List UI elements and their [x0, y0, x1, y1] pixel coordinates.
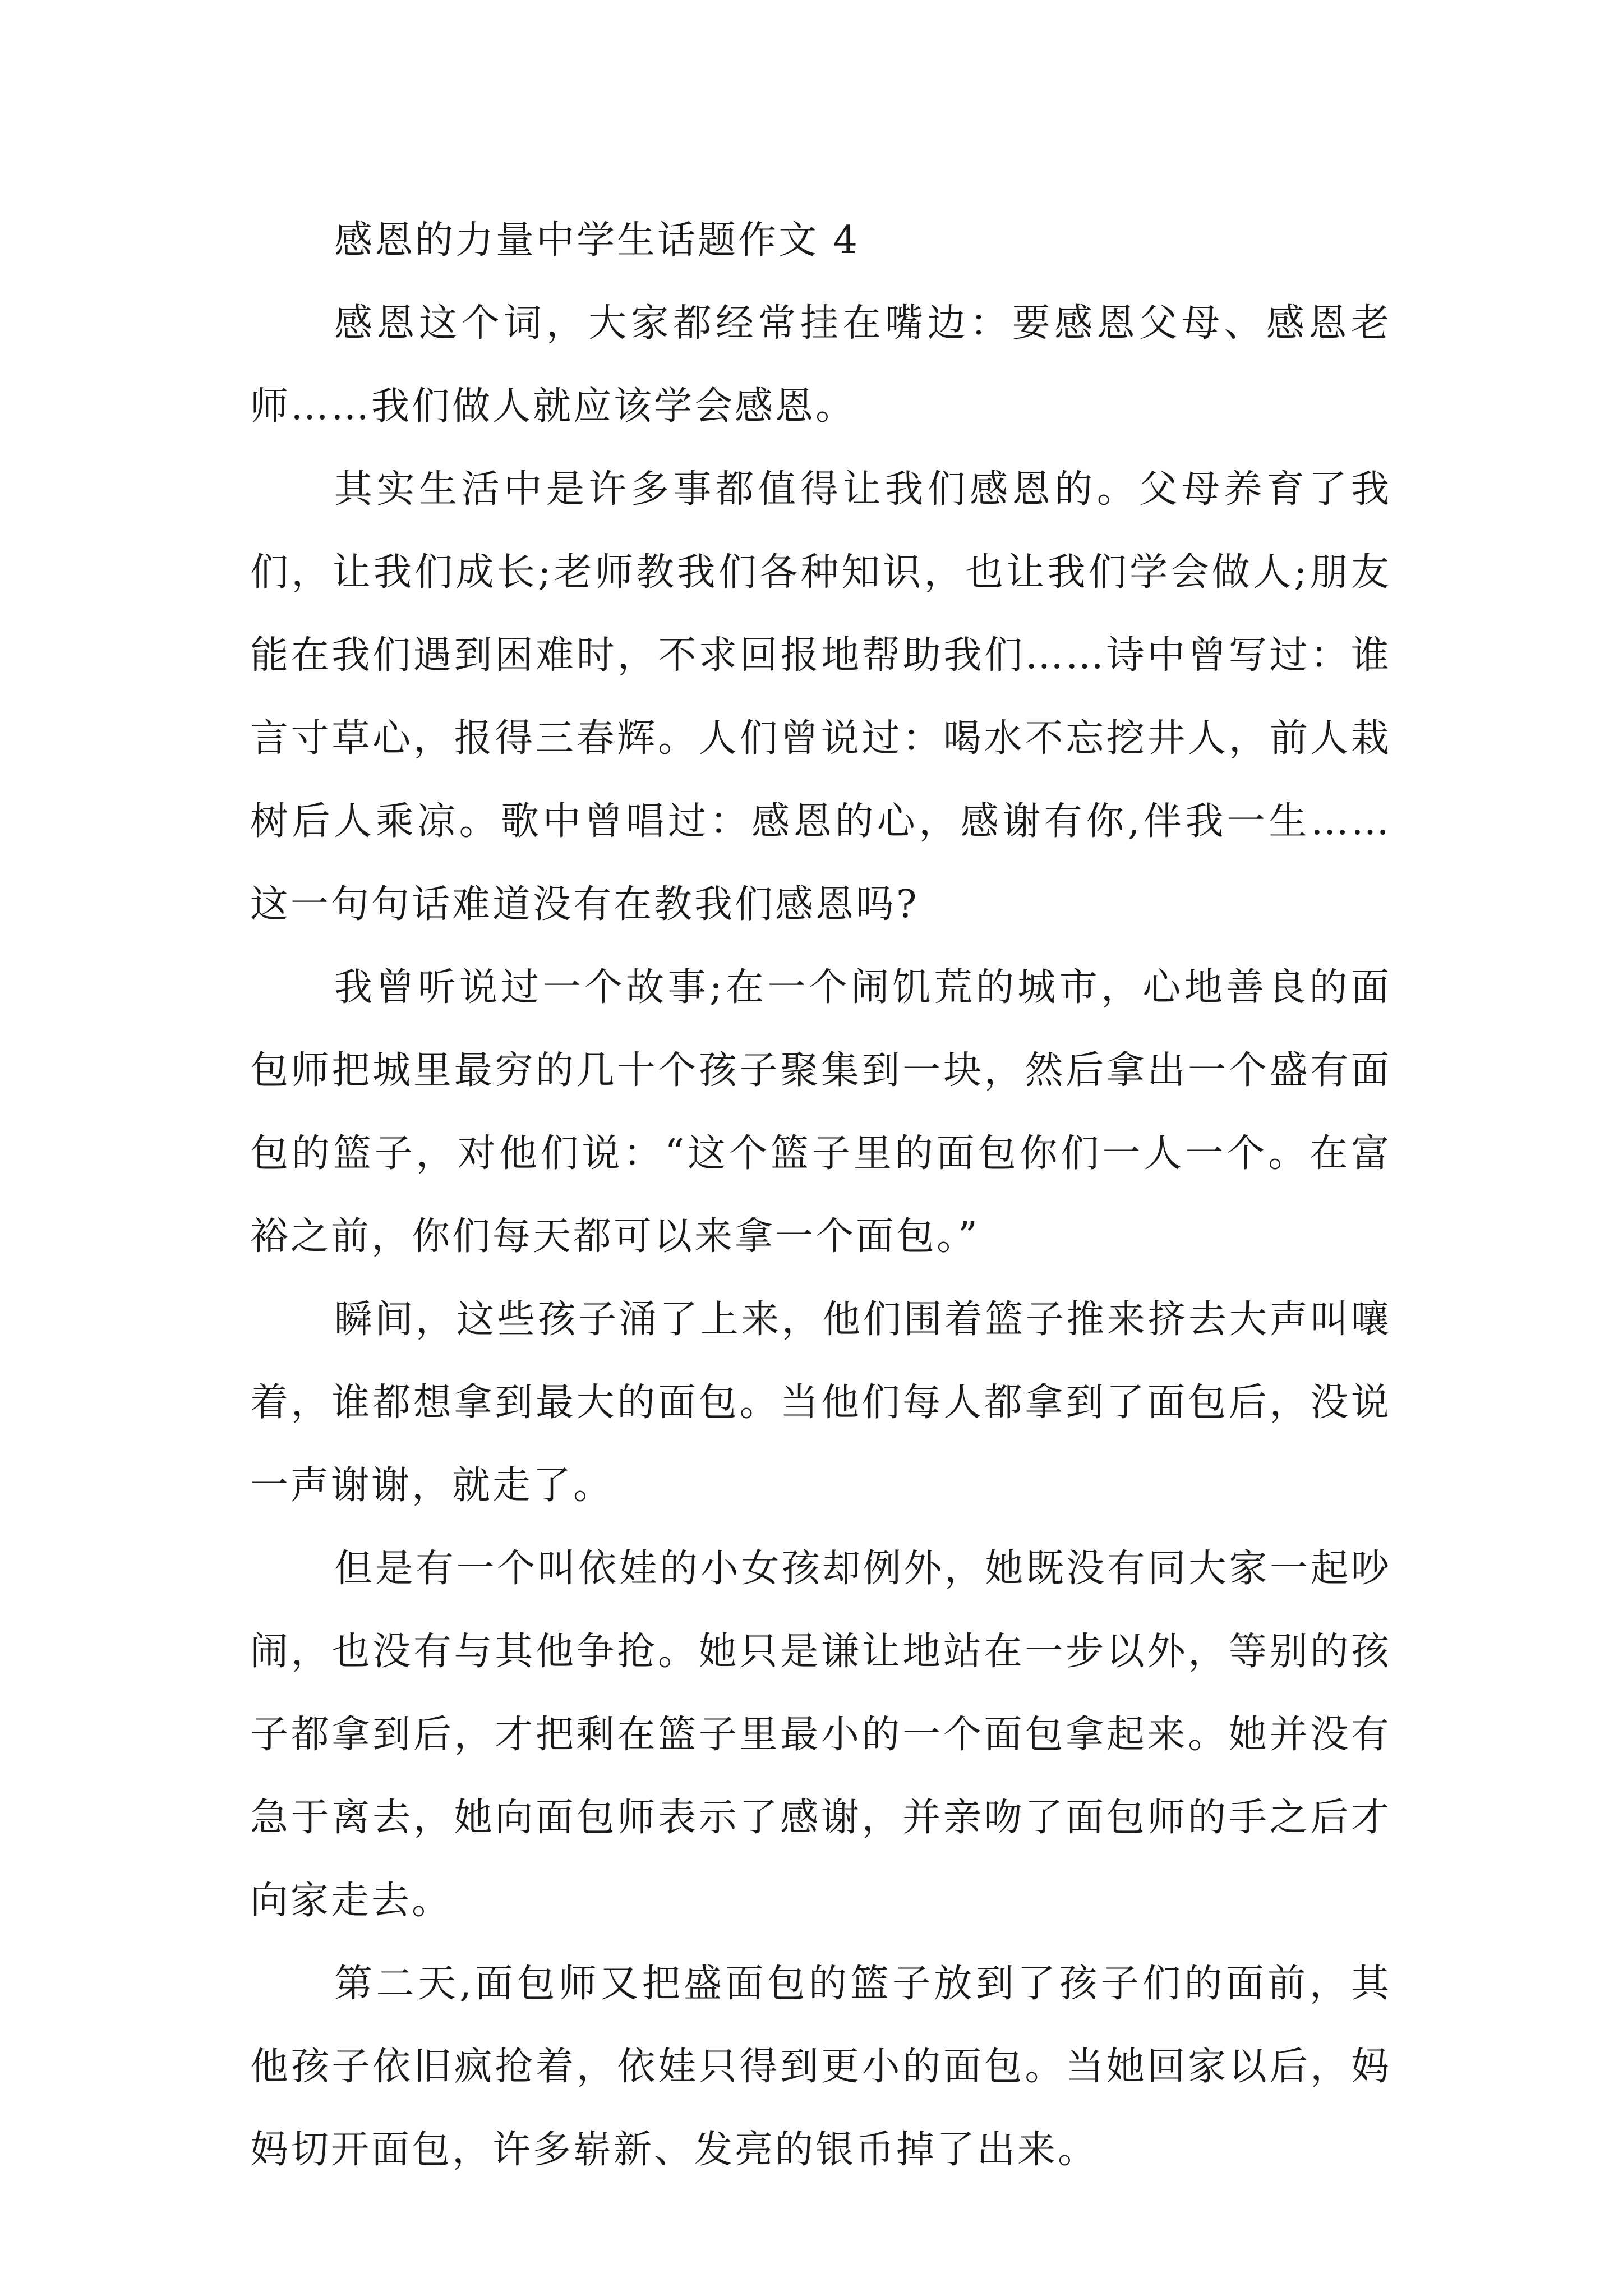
document-body [250, 199, 1391, 2192]
paragraph-5: 但是有一个叫依娃的小女孩却例外，她既没有同大家一起吵闹，也没有与其他争抢。她只是谦让地站在一步以外，等别的孩子都拿到后，才把剩在篮子里最小的一个面包拿起来。她并没有急于离去，她向面包师表示了感谢，并亲吻了面包师的手之后才向家走去。 [250, 1547, 1391, 1923]
paragraph-4: 瞬间，这些孩子涌了上来，他们围着篮子推来挤去大声叫嚷着，谁都想拿到最大的面包。当他们每人都拿到了面包后，没说一声谢谢，就走了。 [250, 1297, 1391, 1508]
paragraph-1: 感恩这个词，大家都经常挂在嘴边：要感恩父母、感恩老师……我们做人就应该学会感恩。 [250, 301, 1391, 429]
paragraph-3: 我曾听说过一个故事;在一个闹饥荒的城市，心地善良的面包师把城里最穷的几十个孩子聚集到一块，然后拿出一个盛有面包的篮子，对他们说：“这个篮子里的面包你们一人一个。在富裕之前，你们每天都可以来拿一个面包。” [250, 965, 1391, 1259]
paragraph-2: 其实生活中是许多事都值得让我们感恩的。父母养育了我们，让我们成长;老师教我们各种知识，也让我们学会做人;朋友能在我们遇到困难时，不求回报地帮助我们……诗中曾写过：谁言寸草心，报得三春辉。人们曾说过：喝水不忘挖井人，前人栽树后人乘凉。歌中曾唱过：感恩的心，感谢有你,伴我一生……这一句句话难道没有在教我们感恩吗? [250, 467, 1391, 927]
document-title: 感恩的力量中学生话题作文 4 [334, 218, 860, 263]
paragraph-6: 第二天,面包师又把盛面包的篮子放到了孩子们的面前，其他孩子依旧疯抢着，依娃只得到更小的面包。当她回家以后，妈妈切开面包，许多崭新、发亮的银币掉了出来。 [250, 1962, 1391, 2172]
